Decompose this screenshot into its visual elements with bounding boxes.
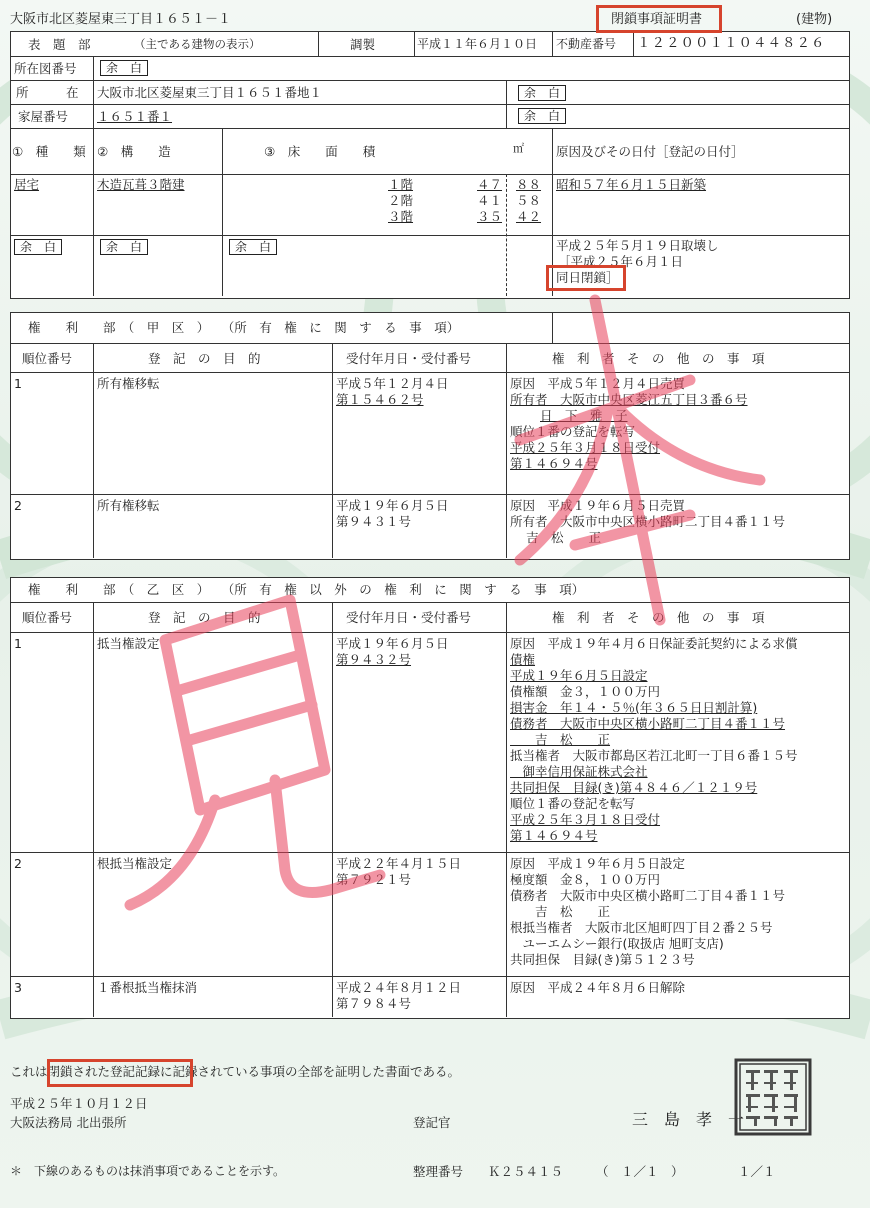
otsu-row2-line2: 極度額 金８，１００万円 <box>510 872 661 887</box>
floor-2-dec: ５８ <box>516 193 542 208</box>
chosei-date: 平成１１年６月１０日 <box>417 37 538 51</box>
seiri-number: Ｋ２５４１５ <box>488 1164 564 1179</box>
official-seal-icon <box>734 1058 812 1136</box>
cert-post: に記録されている事項の全部を証明した書面である。 <box>160 1064 461 1079</box>
cause-torikowashi: 平成２５年５月１９日取壊し <box>556 238 719 253</box>
otsu-row3-line1: 原因 平成２４年８月６日解除 <box>510 980 686 995</box>
otsu-row3-number: 第７９８４号 <box>336 996 412 1011</box>
otsu-row2-purpose: 根抵当権設定 <box>97 856 173 871</box>
kou-row2-number: 第９４３１号 <box>336 514 412 529</box>
registrar-label: 登記官 <box>413 1115 451 1130</box>
kaoku-yohaku: 余 白 <box>518 108 566 124</box>
otsu-row2-line4: 吉 松 正 <box>510 904 611 919</box>
shozai-yohaku: 余 白 <box>518 85 566 101</box>
cause-heisa-date: ［平成２５年６月１日 <box>558 254 684 269</box>
kou-header-purpose: 登 記 の 目 的 <box>148 351 261 366</box>
shozaizu-yohaku: 余 白 <box>100 60 148 76</box>
kou-row1-line3: 日 下 雅 子 <box>540 408 628 423</box>
kou-row1-number: 第１５４６２号 <box>336 392 424 407</box>
cause-shinchiku: 昭和５７年６月１５日新築 <box>556 177 707 192</box>
underline-note: ＊ 下線のあるものは抹消事項であることを示す。 <box>10 1164 286 1178</box>
kou-row1-line6: 第１４６９４号 <box>510 456 598 471</box>
otsu-row1-number: 第９４３２号 <box>336 652 412 667</box>
issuing-office: 大阪法務局 北出張所 <box>10 1115 127 1130</box>
page-in-set: （ １／１ ） <box>596 1164 684 1179</box>
otsu-row2-line7: 共同担保 目録(き)第５１２３号 <box>510 952 695 967</box>
kou-row1-line1: 原因 平成５年１２月４日売買 <box>510 376 686 391</box>
otsu-row2-line3: 債務者 大阪市中央区横小路町二丁目４番１１号 <box>510 888 786 903</box>
kou-row2-purpose: 所有権移転 <box>97 498 160 513</box>
otsu-row1-line2: 債権 <box>510 652 536 667</box>
otsu-row2-number: 第７９２１号 <box>336 872 412 887</box>
fudosan-label: 不動産番号 <box>556 37 617 51</box>
floor-3-label: ３階 <box>388 209 414 224</box>
cause-heisa: 同日閉鎖］ <box>556 270 619 285</box>
col-cause: 原因及びその日付［登記の日付］ <box>556 144 744 159</box>
otsu-title: 権 利 部 （ 乙 区 ） （所 有 権 以 外 の 権 利 に 関 す る 事 項） <box>28 582 585 597</box>
otsu-row1-purpose: 抵当権設定 <box>97 636 160 651</box>
area-yohaku: 余 白 <box>229 239 277 255</box>
floor-3-dec: ４２ <box>516 209 542 224</box>
property-type: (建物) <box>796 12 833 27</box>
certificate-title: 閉鎖事項証明書 <box>611 12 703 27</box>
page-total: １／１ <box>738 1164 776 1179</box>
col-struct: ② 構 造 <box>97 144 171 159</box>
issue-date: 平成２５年１０月１２日 <box>10 1096 148 1111</box>
kind-value: 居宅 <box>14 177 40 192</box>
kou-row1-purpose: 所有権移転 <box>97 376 160 391</box>
otsu-header-purpose: 登 記 の 目 的 <box>148 610 261 625</box>
otsu-row2-line6: ユーエムシー銀行(取扱店 旭町支店) <box>510 936 724 951</box>
floor-3-int: ３５ <box>477 209 503 224</box>
cert-highlight: 閉鎖された登記記録 <box>47 1064 161 1079</box>
kou-row2-no: 2 <box>14 498 22 513</box>
otsu-row1-line13: 第１４６９４号 <box>510 828 598 843</box>
kou-row2-line1: 原因 平成１９年６月５日売買 <box>510 498 686 513</box>
col-area: ③ 床 面 積 <box>264 144 376 159</box>
floor-1-label: １階 <box>388 177 414 192</box>
floor-1-dec: ８８ <box>516 177 542 192</box>
floor-1-int: ４７ <box>477 177 503 192</box>
otsu-row2-line1: 原因 平成１９年６月５日設定 <box>510 856 686 871</box>
struct-value: 木造瓦葺３階建 <box>97 177 185 192</box>
otsu-row1-line7: 吉 松 正 <box>510 732 611 747</box>
otsu-header-holder: 権 利 者 そ の 他 の 事 項 <box>552 610 765 625</box>
floor-2-label: ２階 <box>388 193 414 208</box>
kou-row1-date: 平成５年１２月４日 <box>336 376 449 391</box>
otsu-row3-date: 平成２４年８月１２日 <box>336 980 462 995</box>
otsu-row1-line1: 原因 平成１９年４月６日保証委託契約による求償 <box>510 636 798 651</box>
seiri-label: 整理番号 <box>413 1164 464 1179</box>
otsu-row1-line11: 順位１番の登記を転写 <box>510 796 636 811</box>
otsu-header-no: 順位番号 <box>22 610 73 625</box>
shozaizu-label: 所在図番号 <box>14 61 77 76</box>
registrar-name: 三 島 孝 一 <box>632 1110 745 1129</box>
kou-header-no: 順位番号 <box>22 351 73 366</box>
shozai-label: 所 在 <box>16 85 79 100</box>
otsu-row1-line9: 御幸信用保証株式会社 <box>510 764 648 779</box>
otsu-row1-line5: 損害金 年１４・５％(年３６５日日割計算) <box>510 700 758 715</box>
hyodai-section-label: 表 題 部 <box>28 37 91 52</box>
otsu-row1-no: 1 <box>14 636 22 651</box>
kaoku-value: １６５１番１ <box>97 109 173 124</box>
kou-row2-line3: 吉 松 正 <box>526 530 602 545</box>
header-location: 大阪市北区菱屋東三丁目１６５１－１ <box>10 12 232 27</box>
otsu-row2-no: 2 <box>14 856 22 871</box>
otsu-row1-date: 平成１９年６月５日 <box>336 636 449 651</box>
kou-title: 権 利 部 （ 甲 区 ） （所 有 権 に 関 す る 事 項） <box>28 320 460 335</box>
floor-2-int: ４１ <box>477 193 503 208</box>
kou-row1-line4: 順位１番の登記を転写 <box>510 424 636 439</box>
kou-row2-date: 平成１９年６月５日 <box>336 498 449 513</box>
otsu-row2-date: 平成２２年４月１５日 <box>336 856 462 871</box>
otsu-header-date: 受付年月日・受付番号 <box>346 610 472 625</box>
otsu-row1-line12: 平成２５年３月１８日受付 <box>510 812 661 827</box>
otsu-row1-line8: 抵当権者 大阪市都島区若江北町一丁目６番１５号 <box>510 748 798 763</box>
chosei-label: 調製 <box>350 37 376 52</box>
col-kind: ① 種 類 <box>12 144 86 159</box>
kou-row2-line2: 所有者 大阪市中央区横小路町二丁目４番１１号 <box>510 514 786 529</box>
otsu-row1-line10: 共同担保 目録(き)第４８４６／１２１９号 <box>510 780 758 795</box>
fudosan-number: １２２００１１０４４８２６ <box>637 35 826 51</box>
kaoku-label: 家屋番号 <box>18 109 69 124</box>
kou-row1-line5: 平成２５年３月１８日受付 <box>510 440 661 455</box>
kou-header-date: 受付年月日・受付番号 <box>346 351 472 366</box>
otsu-row3-no: 3 <box>14 980 22 995</box>
shozai-value: 大阪市北区菱屋東三丁目１６５１番地１ <box>97 85 323 100</box>
kou-row1-no: 1 <box>14 376 22 391</box>
cert-pre: これは <box>10 1064 48 1079</box>
hyodai-section-note: （主である建物の表示） <box>134 37 261 51</box>
otsu-row1-line4: 債権額 金３，１００万円 <box>510 684 661 699</box>
certification-sentence <box>10 1064 460 1079</box>
otsu-row1-line6: 債務者 大阪市中央区横小路町二丁目４番１１号 <box>510 716 786 731</box>
struct-yohaku: 余 白 <box>100 239 148 255</box>
otsu-row2-line5: 根抵当権者 大阪市北区旭町四丁目２番２５号 <box>510 920 773 935</box>
kind-yohaku: 余 白 <box>14 239 62 255</box>
col-area-unit: ㎡ <box>513 142 524 155</box>
otsu-row3-purpose: １番根抵当権抹消 <box>97 980 198 995</box>
kou-row1-line2: 所有者 大阪市中央区菱江五丁目３番６号 <box>510 392 748 407</box>
kou-header-holder: 権 利 者 そ の 他 の 事 項 <box>552 351 765 366</box>
otsu-row1-line3: 平成１９年６月５日設定 <box>510 668 648 683</box>
